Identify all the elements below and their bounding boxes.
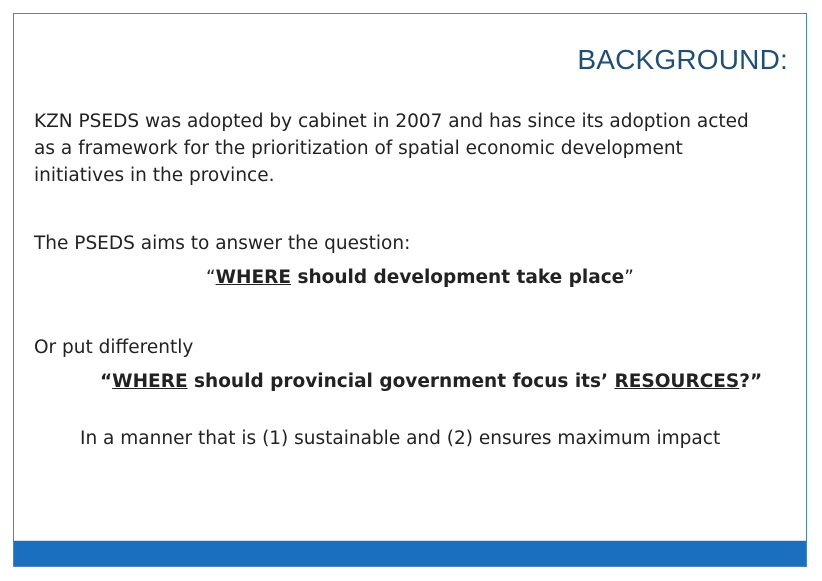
quote-close: ” (624, 267, 634, 288)
question-quote (206, 264, 634, 291)
quote-open: “ (100, 371, 113, 392)
where-emphasis: WHERE (215, 267, 292, 288)
quote-rest: should development take place (291, 267, 625, 288)
quote-open: “ (206, 267, 216, 288)
intro-line-3: initiatives in the province. (34, 165, 275, 186)
resources-emphasis: RESOURCES (614, 371, 740, 392)
intro-line-2: as a framework for the prioritization of spatial economic development (34, 138, 683, 159)
question-intro: The PSEDS aims to answer the question: (34, 233, 411, 254)
intro-line-1: KZN PSEDS was adopted by cabinet in 2007 and has since its adoption acted (34, 111, 749, 132)
slide-title: BACKGROUND: (577, 44, 788, 75)
quote-middle: should provincial government focus its’ (187, 371, 615, 392)
intro-paragraph (34, 108, 749, 189)
quote-close: ?” (739, 371, 763, 392)
slide-frame (13, 13, 807, 567)
manner-statement: In a manner that is (1) sustainable and (2) ensures maximum impact (80, 428, 721, 449)
footer-bar (14, 541, 806, 566)
resources-quote (100, 368, 762, 395)
where-emphasis: WHERE (112, 371, 188, 392)
alternative-intro: Or put differently (34, 337, 194, 358)
